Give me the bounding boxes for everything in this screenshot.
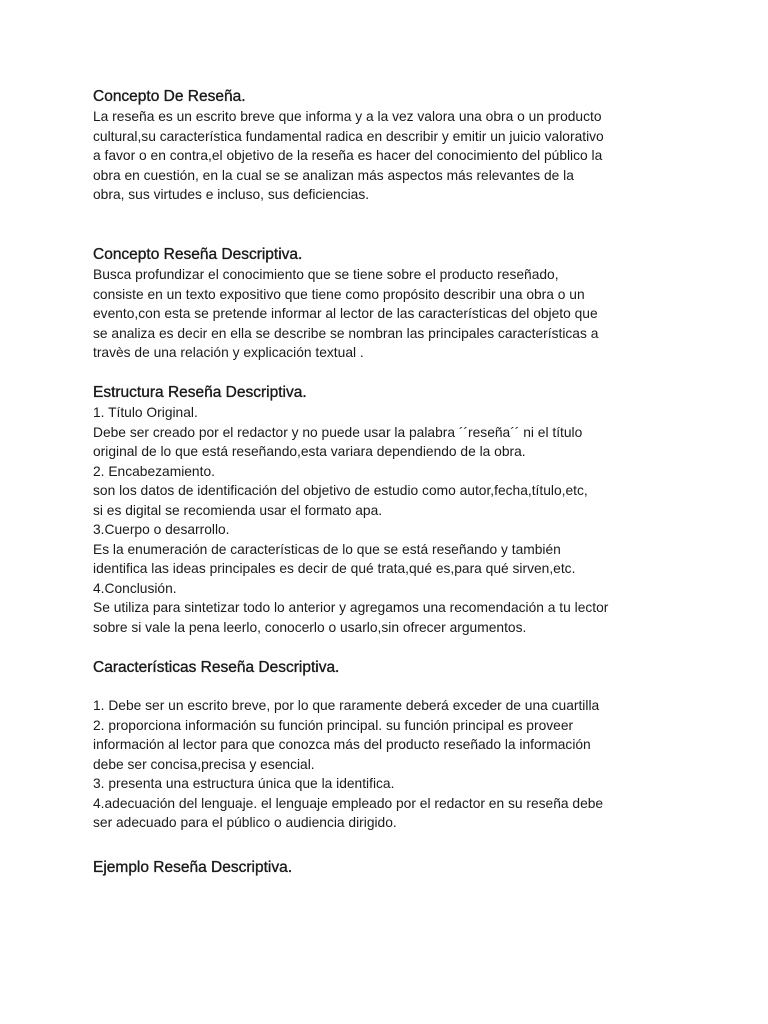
section-heading: Concepto De Reseña. bbox=[93, 88, 246, 105]
body-line: información al lector para que conozca más del producto reseñado la información bbox=[93, 737, 591, 752]
body-line: 1. Debe ser un escrito breve, por lo que raramente deberá exceder de una cuartilla bbox=[93, 698, 600, 713]
body-line: obra, sus virtudes e incluso, sus deficiencias. bbox=[93, 187, 370, 202]
body-line: 1. Título Original. bbox=[93, 405, 198, 420]
body-line: sobre si vale la pena leerlo, conocerlo o usarlo,sin ofrecer argumentos. bbox=[93, 619, 527, 635]
body-line: son los datos de identificación del objetivo de estudio como autor,fecha,título,etc, bbox=[93, 483, 588, 498]
body-line: 2. Encabezamiento. bbox=[93, 463, 215, 479]
section-estructura bbox=[93, 383, 683, 637]
section-concepto-resena bbox=[93, 87, 683, 205]
body-line: cultural,su característica fundamental radica en describir y emitir un juicio valorativo bbox=[93, 128, 604, 144]
body-line: 3.Cuerpo o desarrollo. bbox=[93, 522, 230, 537]
body-line: 3. presenta una estructura única que la identifica. bbox=[93, 776, 395, 791]
section-concepto-resena-descriptiva bbox=[93, 245, 683, 363]
section-ejemplo bbox=[93, 858, 683, 878]
body-line: La reseña es un escrito breve que informa y a la vez valora una obra o un producto bbox=[93, 109, 602, 124]
body-line: obra en cuestión, en la cual se se analizan más aspectos más relevantes de la bbox=[93, 167, 574, 183]
spacer bbox=[93, 678, 683, 696]
body-line: 4.adecuación del lenguaje. el lenguaje empleado por el redactor en su reseña debe bbox=[93, 795, 604, 811]
body-line: a favor o en contra,el objetivo de la reseña es hacer del conocimiento del público la bbox=[93, 148, 603, 163]
body-line: debe ser concisa,precisa y esencial. bbox=[93, 756, 315, 772]
body-line: Es la enumeración de características de lo que se está reseñando y también bbox=[93, 541, 561, 557]
body-line: consiste en un texto expositivo que tiene como propósito describir una obra o un bbox=[93, 286, 585, 302]
section-heading: Concepto Reseña Descriptiva. bbox=[93, 246, 303, 263]
section-heading: Ejemplo Reseña Descriptiva. bbox=[93, 859, 293, 876]
body-line: 4.Conclusión. bbox=[93, 580, 177, 596]
section-heading: Características Reseña Descriptiva. bbox=[93, 659, 340, 676]
body-line: evento,con esta se pretende informar al lector de las características del objeto que bbox=[93, 306, 598, 321]
body-line: si es digital se recomienda usar el formato apa. bbox=[93, 502, 383, 518]
body-line: original de lo que está reseñando,esta variara dependiendo de la obra. bbox=[93, 444, 526, 459]
section-caracteristicas bbox=[93, 658, 683, 833]
body-line: identifica las ideas principales es decir de qué trata,qué es,para qué sirven,etc. bbox=[93, 561, 576, 576]
body-line: travès de una relación y explicación textual . bbox=[93, 345, 364, 360]
section-heading: Estructura Reseña Descriptiva. bbox=[93, 384, 307, 401]
body-line: Se utiliza para sintetizar todo lo anterior y agregamos una recomendación a tu lector bbox=[93, 600, 609, 615]
body-line: se analiza es decir en ella se describe se nombran las principales características a bbox=[93, 325, 599, 341]
body-line: Busca profundizar el conocimiento que se tiene sobre el producto reseñado, bbox=[93, 267, 559, 282]
body-line: ser adecuado para el público o audiencia dirigido. bbox=[93, 815, 397, 830]
body-line: 2. proporciona información su función principal. su función principal es proveer bbox=[93, 717, 574, 733]
body-line: Debe ser creado por el redactor y no puede usar la palabra ´´reseña´´ ni el título bbox=[93, 424, 583, 440]
